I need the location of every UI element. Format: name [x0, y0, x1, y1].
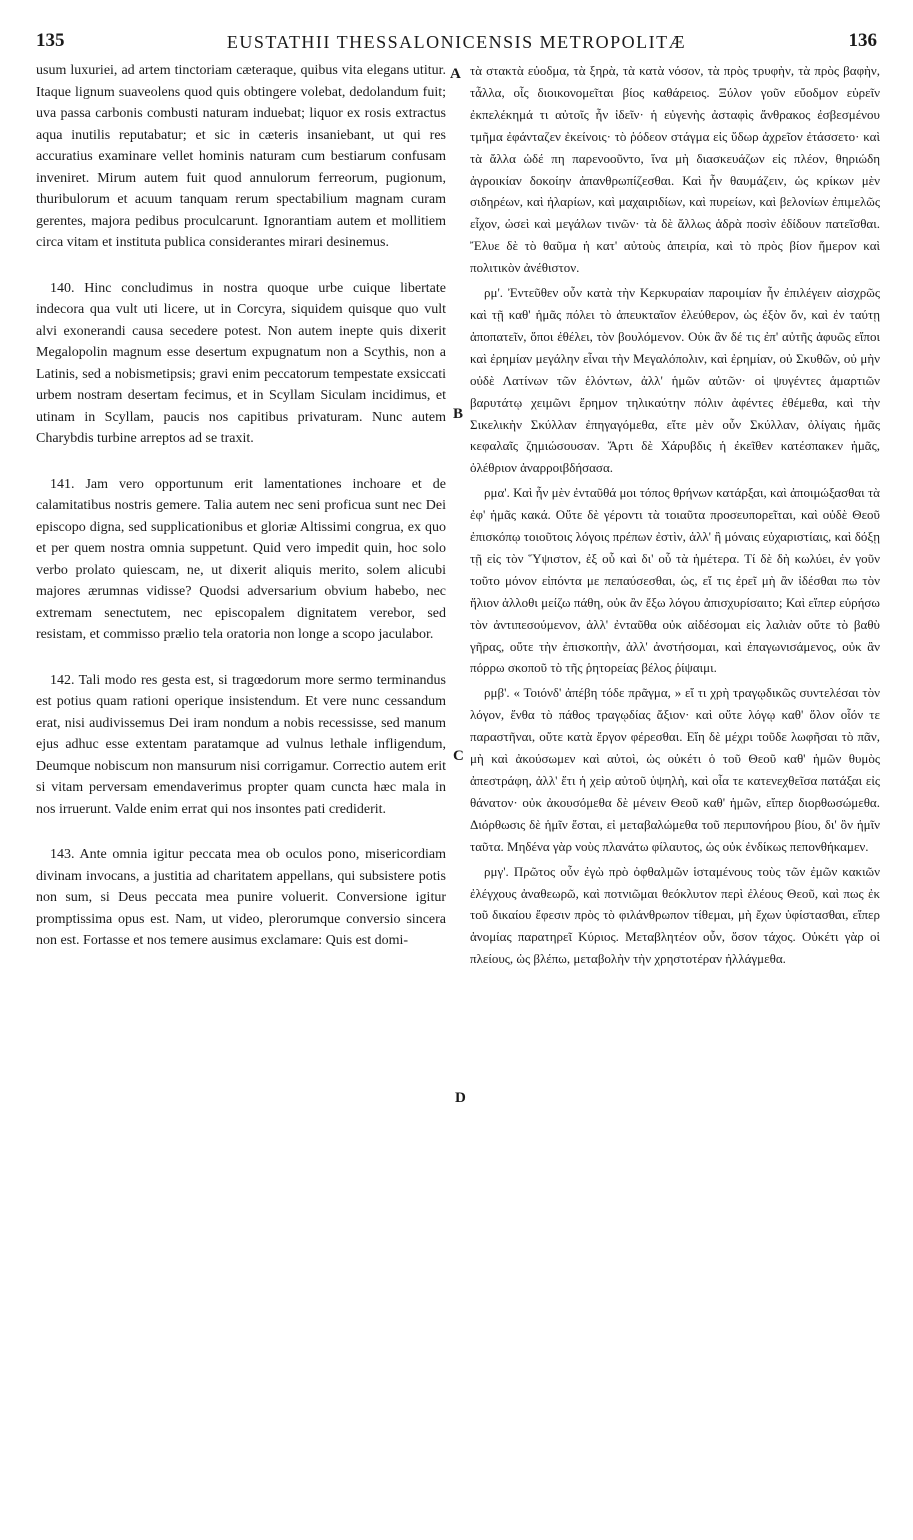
greek-column	[470, 60, 880, 1526]
latin-paragraph-continuation: usum luxuriei, ad artem tinctoriam cæteraque, quibus vita elegans utitur. Itaque lignum suaveolens quod quis obtingere volebat, dedolandum fuit; uva passa carbonis combusti naturam induebat; liquor ex rosis extractus aqua inutilis reputabatur; et sic in cæteris insaniebant, ut qui res accuratius examinare vellet hominis naturam cum bestiarum confusam inveniret. Mirum autem fuit quod annulorum ferreorum, pugionum, thuribulorum et acuum tanquam rerum spectabilium magnam curam gerentes, majora pedibus proculcarunt. Ignorantiam autem et mollitiem circa vitam et instituta publica considerantes mirari desinemus.	[36, 63, 446, 250]
latin-paragraph-143: 143. Ante omnia igitur peccata mea ob oculos pono, misericordiam divinam invocans, a justitia ad charitatem appellans, qui subsistere potis non sum, si Deus peccata mea punire voluerit. Conversione igitur promptissima opus est. Nam, ut video, plerorumque conversio sincera non est. Fortasse et nos temere ausimus exclamare: Quis est domi-	[36, 847, 446, 948]
section-marker-a: A	[450, 66, 461, 82]
greek-paragraph-140: ρμ'. Ἐντεῦθεν οὖν κατὰ τὴν Κερκυραίαν παροιμίαν ἦν ἐπιλέγειν αἰσχρῶς καὶ τῇ καθ' ἡμᾶς πόλει τὸ ἀπευκταῖον ἐλεύθερον, ὡς ἐξὸν ὅν, καὶ ἐν ταύτῃ ἀποπατεῖν, ὅποι ἐθέλει, τὸν βουλόμενον. Οὐκ ἂν δέ τις ἐπ' αὐτῆς ἀφυῶς εἴποι καὶ ἐρημίαν μεγάλην εἶναι τὴν Μεγαλόπολιν, καὶ ἐρημίαν, οὐ Σκυθῶν, οὐ μὴν οὐδὲ Λατίνων τῶν ἑλόντων, ἀλλ' ἡμῶν αὐτῶν· οἱ ψυγέντες ἁμαρτιῶν βαρυτάτῳ χειμῶνι ἔρημον τηλικαύτην πόλιν ἀφέντες ἐθέμεθα, καὶ τὴν Σικελικὴν Σκύλλαν ἐπηγαγόμεθα, εἴτε μὲν οὖν Σκύλλαν, ὀλίγαις ἡμᾶς κεφαλαῖς ζημιώσουσαν. Ἄρτι δὲ Χάρυβδις ἡ ἐκεῖθεν κατέσπακεν ἡμᾶς, ὀλέθριον ἀναρροιβδήσασα.	[470, 285, 880, 476]
running-header	[36, 30, 877, 56]
section-marker-d: D	[455, 1090, 466, 1106]
latin-paragraph-140: 140. Hinc concludimus in nostra quoque urbe cuique libertate indecora qua vult uti licere, ut in Corcyra, siquidem quisque quo vult alvi exonerandi causa secedere potest. Non autem inepte quis dixerit Megalopolin magnum esse desertum expugnatum non a Scythis, non a Latinis, sed a nobismetipsis; gravi enim peccatorum tempestate exsiccati urbem nostram desertam fecimus, et in Scyllam Siculam incidimus, et utinam in Scyllam, paucis nos capitibus privaturam. Nunc autem Charybdis turbine arreptos ad se traxit.	[36, 280, 446, 446]
greek-paragraph-143: ρμγ'. Πρῶτος οὖν ἐγὼ πρὸ ὀφθαλμῶν ἱσταμένους τοὺς τῶν ἐμῶν κακιῶν ἐλέγχους ἀναθεωρῶ, καὶ ποτνιῶμαι θεόκλυτον περὶ ἐλέους Θεοῦ, καὶ πως ἐκ τοῦ δικαίου ἔφεσιν πρὸς τὸ φιλάνθρωπον τίθεμαι, μὴ ἔχων ὑφίστασθαι, εἴπερ ἀνομίας παρατηρεῖ Κύριος. Μεταβλητέον οὖν, ὅσον τάχος. Οὐκέτι γὰρ οἱ πλείους, ὡς βλέπω, μεταβολὴν τὴν χρηστοτέραν ἠλλάγμεθα.	[470, 863, 880, 967]
greek-paragraph-142: ρμβ'. « Τοιόνδ' ἀπέβη τόδε πρᾶγμα, » εἴ τι χρὴ τραγῳδικῶς συντελέσαι τὸν λόγον, ἔνθα τὸ πάθος τραγῳδίας ἄξιον· καὶ οὔτε λόγῳ καθ' ὅλον οἷόν τε παραστῆναι, οὔτε κατὰ ἔργον φέρεσθαι. Εἴη δὲ μέχρι τοῦδε λωφῆσαι τὸ πᾶν, μὴ καὶ ἀκούσωμεν καὶ αὐτοὶ, ὡς οὐκέτι ὁ τοῦ Θεοῦ καθ' ἡμῶν θυμὸς ἀπεστράφη, ἀλλ' ἔτι ἡ χεὶρ αὐτοῦ ὑψηλὴ, καὶ οἷα τε κατενεχθεῖσα πατάξαι εἰς θάνατον· οὐκ ἀκουσόμεθα δὲ μένειν Θεοῦ καθ' ἡμῶν, εἴπερ διορθωσώμεθα. Διόρθωσις δὲ ἡμῖν ἔσται, εἰ μεταβαλώμεθα τοῦ περιπονήρου βίου, δι' ὃν ἡμῖν ταῦτα. Μηδένα γὰρ νοὺς πλανάτω φίλαυτος, ὡς οὐκ ἐνδίκως πεπονθήκαμεν.	[470, 685, 880, 854]
page-number-right: 136	[848, 30, 877, 51]
section-marker-b: B	[453, 406, 464, 422]
latin-column	[36, 60, 446, 1526]
latin-paragraph-142: 142. Tali modo res gesta est, si tragœdorum more sermo terminandus est potius quam rationi operique insistendum. Et vere nunc cessandum erat, nisi audivissemus Dei iram nondum a nobis recessisse, sed manum ejus adhuc esse extentam paratamque ad vulnus lethale infligendum, Deumque nobiscum non mansurum nisi corrigamur. Correctio autem erit si vitam perversam emendaverimus propter quam cuncta hæc mala in nos irruerunt. Valde enim errat qui nos insontes pati crediderit.	[36, 672, 446, 817]
page-number-left: 135	[36, 30, 65, 51]
latin-paragraph-141: 141. Jam vero opportunum erit lamentationes inchoare et de calamitatibus nostris gemere. Talia autem nec seni proficua sunt nec Dei episcopo digna, sed supplicationibus et gloriæ Altissimi congrua, ex quo et per quem nostra omnia suppetunt. Quid vero impedit quin, hoc solo verbo prolato quiescam, ne, ut dixerit aliquis merito, solem alicubi majores ærumnas vidisse? Quodsi adversarium obvium habebo, nec extremam senectutem, nec episcopalem dignitatem verebor, sed resistam, et commisso prælio tela oratoria non longe a scopo jaculabor.	[36, 476, 446, 642]
greek-paragraph-141: ρμα'. Καὶ ἦν μὲν ἐνταῦθά μοι τόπος θρήνων κατάρξαι, καὶ ἀποιμώξασθαι τὰ ἐφ' ἡμᾶς κακά. Οὔτε δὲ γέροντι τὰ τοιαῦτα προσευπορεῖται, καὶ οὐδὲ Θεοῦ ἐπισκόπῳ τοιοῦτοις λόγοις πρέπων ἐστὶν, ἀλλ' ἢ μόναις εὐχαριστίαις, καὶ δόξῃ τῇ εἰς τὸν Ὕψιστον, ἐξ οὗ καὶ δι' οὗ τὰ ἡμέτερα. Τί δὲ δὴ κωλύει, ἐν γοῦν τοῦτο μόνον εἰπόντα με πεπαύσεσθαι, ὡς, εἴ τις ἐρεῖ μὴ ἂν ἰδέσθαι πω τὸν ἥλιον ἀλλοθι μείζω πάθη, οὐκ ἂν ἔξω λόγου ἀπισχυρίσαιτο; Καὶ εἴπερ εὑρήσω τὸν ἀντιπεσούμενον, ἀλλ' ἐνταῦθα οὐκ αἰδέσομαι εἰς λαλιὰν οὔτε τὸ βαθὺ γῆρας, οὔτε τὴν ἐπισκοπὴν, ἀλλ' ἀνστήσομαι, καὶ ἐπαγωνισάμενος, οὐκ ἂν πόρρω σκοποῦ τὸ τῆς ῥητορείας βέλος ῥίψαιμι.	[470, 485, 880, 676]
section-marker-c: C	[453, 748, 464, 764]
greek-paragraph-continuation: τὰ στακτὰ εὐοδμα, τὰ ξηρὰ, τὰ κατὰ νόσον, τὰ πρὸς τρυφὴν, τὰ πρὸς βαφὴν, τἆλλα, οἷς διοικονομεῖται βίος καθάρειος. Ξύλον γοῦν εὔοδμον εὑρεῖν ἐκπελέκημά τι αὐτοῖς ἦν ἰδεῖν· ἡ εὐγενὴς ἀσταφὶς ἄνθρακος ἐσβεσμένου τμῆμα ἐφάνταζεν ἐκείνοις· τὸ ῥόδεον στάγμα εἰς ὕδωρ ἀχρεῖον ἐτάσσετο· καὶ τὰ ἄλλα ὡδέ πη παρενοοῦντο, ἵνα μὴ διασκευάζων εἰς πλέον, θηριώδη ἀγροικίαν δοκοίην ἀπανθρωπίζεσθαι. Καὶ ἦν θαυμάζειν, ὡς κρίκων μὲν σιδηρέων, καὶ ἠλαρίων, καὶ μαχαιριδίων, καὶ πυρείων, καὶ βελονίων ἐπιμελῶς εἶχον, ὡσεὶ καὶ μεγάλων τινῶν· τὰ δὲ ἄλλως ἁδρὰ ποσὶν ἐδίδουν πατεῖσθαι. Ἔλυε δὲ τὸ θαῦμα ἡ κατ' αὐτοὺς ἀπειρία, καὶ τὸ πρὸς βίον ἥμερον καὶ πολιτικὸν ἀνέθιστον.	[470, 63, 880, 276]
running-title: EUSTATHII THESSALONICENSIS METROPOLITÆ	[226, 32, 687, 52]
